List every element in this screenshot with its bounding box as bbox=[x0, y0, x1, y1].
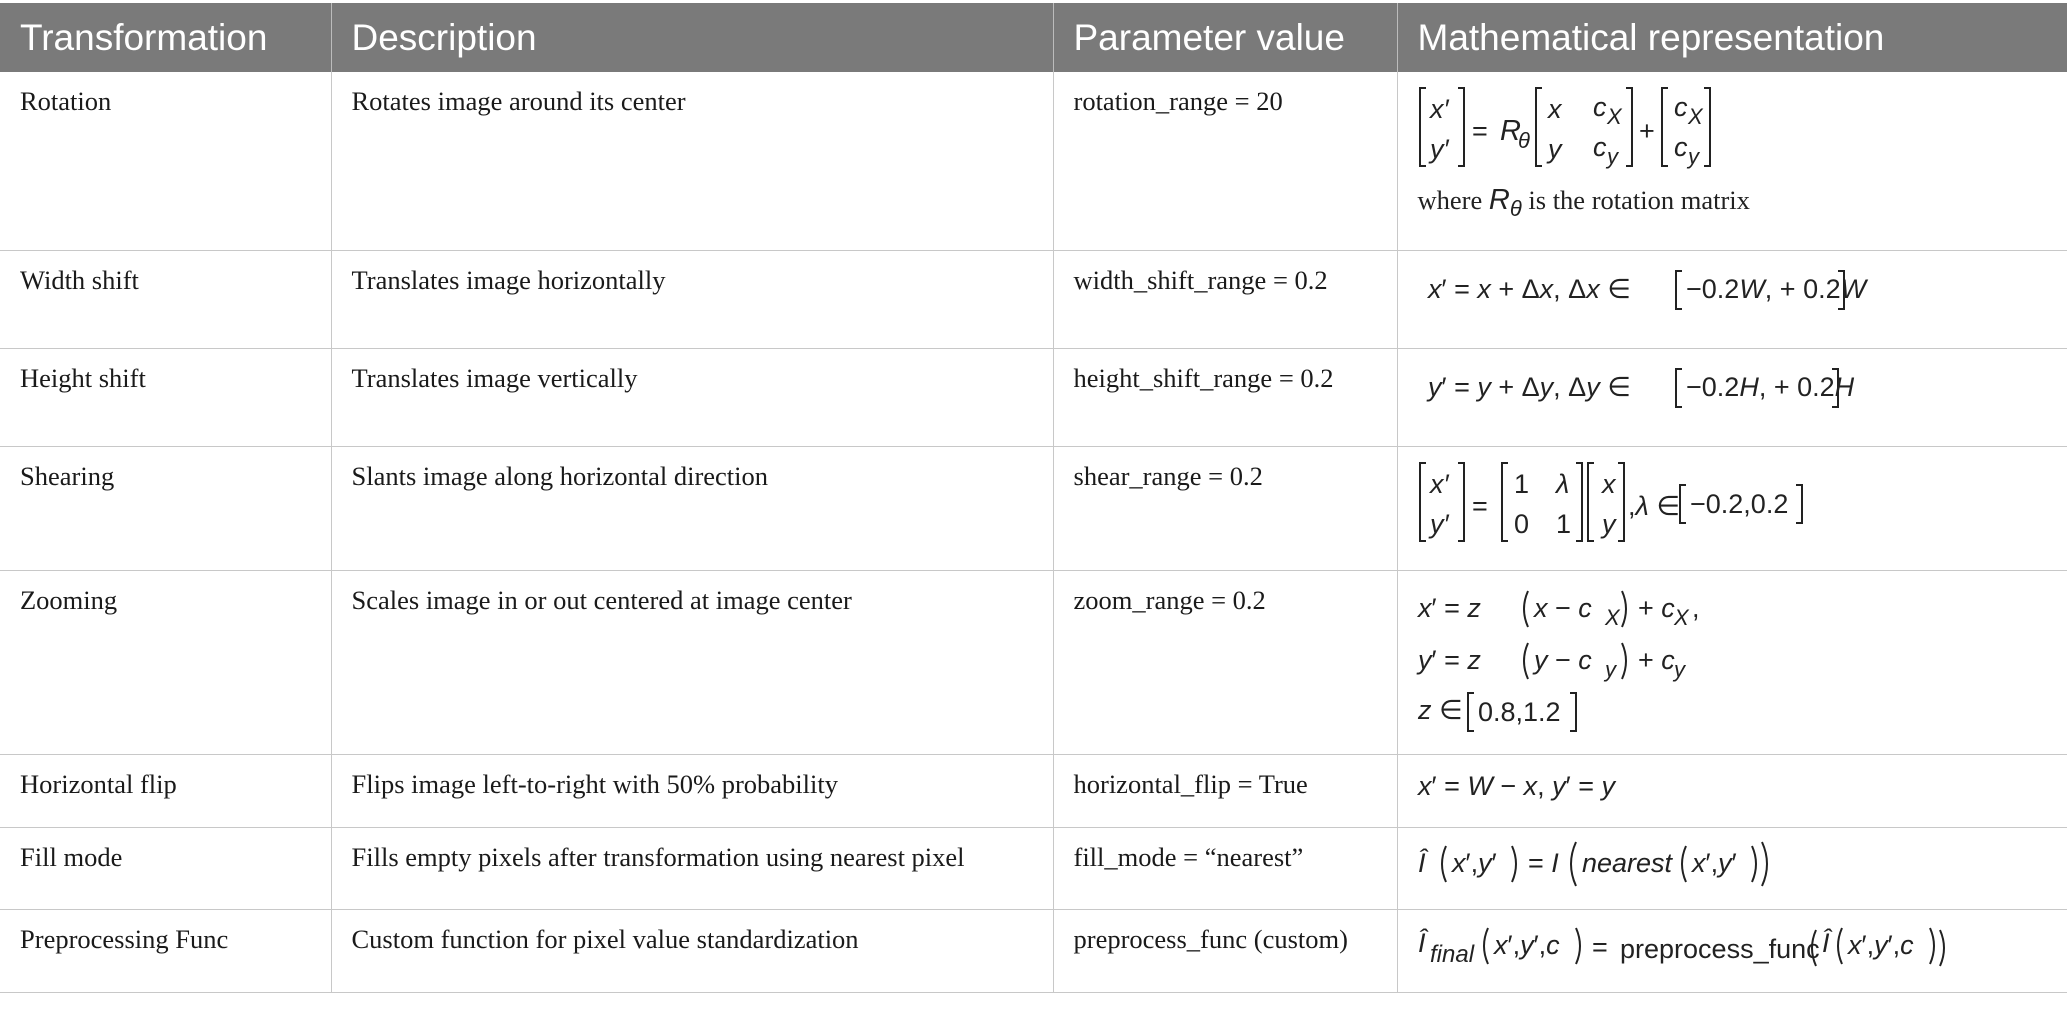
table-row bbox=[0, 348, 2067, 446]
svg-text:preprocess_func: preprocess_func bbox=[1619, 933, 1820, 964]
svg-text:c: c bbox=[1592, 132, 1606, 162]
svg-text:z ∈: z ∈ bbox=[1417, 694, 1463, 725]
svg-text:x′,y′,c: x′,y′,c bbox=[1493, 929, 1560, 960]
table-row bbox=[0, 909, 2067, 992]
svg-text:=: = bbox=[1471, 490, 1488, 521]
svg-text:−0.2,0.2: −0.2,0.2 bbox=[1689, 488, 1788, 519]
svg-text:+ c: + c bbox=[1637, 592, 1675, 623]
fill-mode-formula bbox=[1418, 834, 1818, 892]
cell-parameter: width_shift_range = 0.2 bbox=[1053, 250, 1397, 348]
svg-text:c: c bbox=[1673, 132, 1687, 162]
shear-formula bbox=[1418, 457, 1858, 549]
svg-text:−0.2W, + 0.2W: −0.2W, + 0.2W bbox=[1685, 273, 1866, 304]
svg-text:0: 0 bbox=[1513, 508, 1529, 539]
cell-transformation: Preprocessing Func bbox=[0, 909, 331, 992]
svg-text:=: = bbox=[1591, 931, 1608, 962]
svg-text:θ: θ bbox=[1517, 128, 1530, 153]
svg-text:1: 1 bbox=[1555, 508, 1571, 539]
cell-description: Translates image horizontally bbox=[331, 250, 1053, 348]
cell-math bbox=[1397, 570, 2067, 754]
svg-text:X: X bbox=[1687, 104, 1703, 129]
table-row bbox=[0, 754, 2067, 827]
cell-parameter: rotation_range = 20 bbox=[1053, 72, 1397, 250]
height-shift-formula bbox=[1418, 363, 1858, 413]
svg-text:y: y bbox=[1604, 656, 1616, 682]
cell-description: Translates image vertically bbox=[331, 348, 1053, 446]
svg-text:Î: Î bbox=[1821, 927, 1830, 958]
svg-text:x: x bbox=[1547, 94, 1561, 124]
rotation-note: where $R_\theta$ is the rotation matrix bbox=[1417, 184, 1750, 221]
cell-parameter: horizontal_flip = True bbox=[1053, 754, 1397, 827]
table-row bbox=[0, 570, 2067, 754]
svg-text:X: X bbox=[1673, 604, 1689, 630]
svg-text:=: = bbox=[1471, 116, 1488, 146]
cell-transformation: Height shift bbox=[0, 348, 331, 446]
svg-text:final: final bbox=[1429, 940, 1474, 968]
svg-text:x′,y′: x′,y′ bbox=[1691, 847, 1737, 878]
cell-transformation: Rotation bbox=[0, 72, 331, 250]
cell-transformation: Zooming bbox=[0, 570, 331, 754]
preprocess-formula bbox=[1418, 916, 2018, 976]
svg-text:R: R bbox=[1499, 115, 1521, 147]
width-shift-formula bbox=[1418, 265, 1866, 315]
cell-math bbox=[1397, 72, 2067, 250]
augmentation-table bbox=[0, 3, 2067, 993]
svg-text:x′: x′ bbox=[1429, 468, 1449, 499]
svg-text:,λ ∈: ,λ ∈ bbox=[1627, 490, 1680, 521]
cell-parameter: zoom_range = 0.2 bbox=[1053, 570, 1397, 754]
svg-text:0.8,1.2: 0.8,1.2 bbox=[1477, 696, 1561, 727]
svg-text:,: , bbox=[1691, 592, 1700, 623]
svg-text:+ c: + c bbox=[1637, 644, 1675, 675]
header-math-representation: Mathematical representation bbox=[1417, 16, 1885, 58]
svg-text:y: y bbox=[1673, 656, 1685, 682]
cell-math bbox=[1397, 754, 2067, 827]
cell-math bbox=[1397, 348, 2067, 446]
cell-math bbox=[1397, 909, 2067, 992]
cell-description: Flips image left-to-right with 50% probability bbox=[331, 754, 1053, 827]
cell-math bbox=[1397, 827, 2067, 909]
flip-formula bbox=[1418, 763, 1718, 807]
svg-text:x′ = W − x, y′ = y: x′ = W − x, y′ = y bbox=[1417, 770, 1615, 801]
svg-text:x − c: x − c bbox=[1533, 592, 1592, 623]
svg-text:y′ = z: y′ = z bbox=[1417, 644, 1481, 675]
cell-math bbox=[1397, 446, 2067, 570]
svg-text:= I: = I bbox=[1527, 847, 1559, 878]
table-row bbox=[0, 827, 2067, 909]
table-row bbox=[0, 446, 2067, 570]
cell-parameter: preprocess_func (custom) bbox=[1053, 909, 1397, 992]
cell-parameter: fill_mode = “nearest” bbox=[1053, 827, 1397, 909]
cell-parameter: shear_range = 0.2 bbox=[1053, 446, 1397, 570]
cell-description: Custom function for pixel value standardization bbox=[331, 909, 1053, 992]
svg-text:x: x bbox=[1601, 468, 1615, 499]
svg-text:y: y bbox=[1606, 144, 1618, 169]
table-row bbox=[0, 250, 2067, 348]
svg-text:y: y bbox=[1687, 144, 1699, 169]
cell-description: Slants image along horizontal direction bbox=[331, 446, 1053, 570]
svg-text:c: c bbox=[1673, 92, 1687, 122]
svg-text:+: + bbox=[1638, 116, 1655, 146]
svg-text:y′: y′ bbox=[1429, 134, 1449, 164]
svg-text:y′: y′ bbox=[1429, 508, 1449, 539]
svg-text:x′ = x + Δx, Δx ∈: x′ = x + Δx, Δx ∈ bbox=[1427, 273, 1631, 304]
header-parameter-value: Parameter value bbox=[1053, 3, 1397, 72]
svg-text:Î: Î bbox=[1417, 847, 1426, 878]
cell-description: Fills empty pixels after transformation using nearest pixel bbox=[331, 827, 1053, 909]
header-description: Description bbox=[331, 3, 1053, 72]
svg-text:X: X bbox=[1604, 604, 1620, 630]
svg-text:y′ = y + Δy, Δy ∈: y′ = y + Δy, Δy ∈ bbox=[1427, 371, 1631, 402]
svg-text:c: c bbox=[1592, 92, 1606, 122]
svg-text:Î: Î bbox=[1417, 927, 1426, 958]
svg-text:nearest: nearest bbox=[1581, 847, 1672, 878]
svg-text:y − c: y − c bbox=[1533, 644, 1592, 675]
cell-transformation: Width shift bbox=[0, 250, 331, 348]
cell-parameter: height_shift_range = 0.2 bbox=[1053, 348, 1397, 446]
cell-description: Scales image in or out centered at image center bbox=[331, 570, 1053, 754]
svg-text:y: y bbox=[1601, 508, 1615, 539]
svg-text:X: X bbox=[1606, 104, 1622, 129]
svg-text:λ: λ bbox=[1555, 468, 1569, 499]
cell-transformation: Fill mode bbox=[0, 827, 331, 909]
zoom-formula bbox=[1418, 581, 1838, 741]
rotation-formula bbox=[1418, 82, 1838, 172]
svg-text:−0.2H, + 0.2H: −0.2H, + 0.2H bbox=[1685, 371, 1854, 402]
svg-text:1: 1 bbox=[1513, 468, 1529, 499]
svg-text:x′,y′,c: x′,y′,c bbox=[1847, 929, 1914, 960]
cell-math bbox=[1397, 250, 2067, 348]
header-row bbox=[0, 3, 2067, 72]
svg-text:y: y bbox=[1547, 134, 1561, 164]
cell-description: Rotates image around its center bbox=[331, 72, 1053, 250]
cell-transformation: Horizontal flip bbox=[0, 754, 331, 827]
table-row bbox=[0, 72, 2067, 250]
svg-text:x′: x′ bbox=[1429, 94, 1449, 124]
svg-text:x′ = z: x′ = z bbox=[1417, 592, 1481, 623]
header-transformation: Transformation bbox=[0, 3, 331, 72]
cell-transformation: Shearing bbox=[0, 446, 331, 570]
svg-text:x′,y′: x′,y′ bbox=[1451, 847, 1497, 878]
